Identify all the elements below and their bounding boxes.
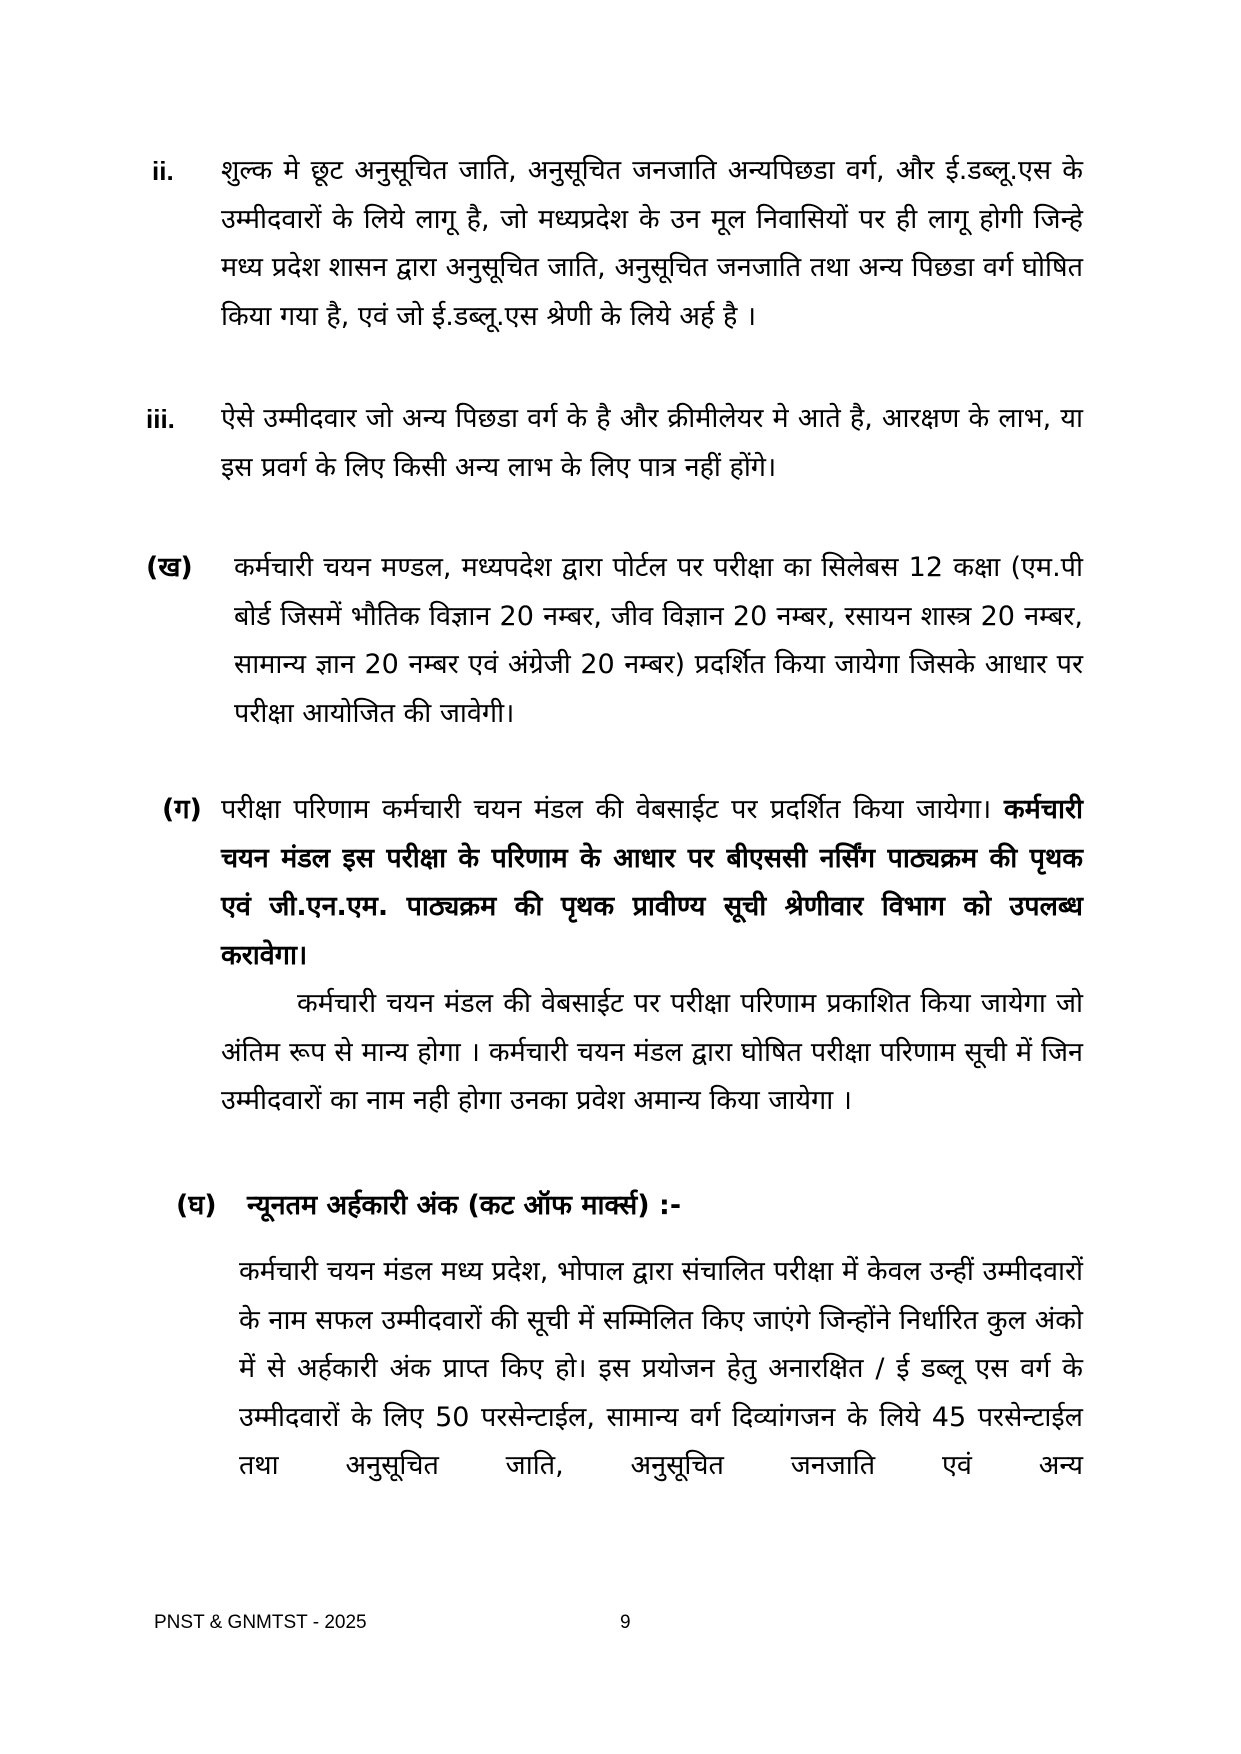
footer-left-text: PNST & GNMTST - 2025 xyxy=(154,1612,367,1633)
item-iii-text xyxy=(221,395,1083,492)
item-marker-gha: (घ) xyxy=(176,1190,217,1221)
item-ga-paragraph2: कर्मचारी चयन मंडल की वेबसाईट पर परीक्षा परिणाम प्रकाशित किया जायेगा जो अंतिम रूप से मान्य होगा । कर्मचारी चयन मंडल द्वारा घोषित परीक्षा परिणाम सूची में जिन उम्मीदवारों का नाम नही होगा उनका प्रवेश अमान्य किया जायेगा । xyxy=(221,988,1083,1116)
item-ga-text xyxy=(221,786,1083,1126)
item-gha-paragraph: कर्मचारी चयन मंडल मध्य प्रदेश, भोपाल द्वारा संचालित परीक्षा में केवल उन्हीं उम्मीदवारों के नाम सफल उम्मीदवारों की सूची में सम्मिलित किए जाएंगे जिन्होंने निर्धारित कुल अंको में से अर्हकारी अंक प्राप्त किए हो। इस प्रयोजन हेतु अनारक्षित / ई डब्लू एस वर्ग के उम्मीदवारों के लिए 50 परसेन्टाईल, सामान्य वर्ग दिव्यांगजन के लिये 45 परसेन्टाईल तथा अनुसूचित जाति, अनुसूचित जनजाति एवं अन्य xyxy=(239,1256,1083,1481)
item-kha-paragraph: कर्मचारी चयन मण्डल, मध्यपदेश द्वारा पोर्टल पर परीक्षा का सिलेबस 12 कक्षा (एम.पी बोर्ड जिसमें भौतिक विज्ञान 20 नम्बर, जीव विज्ञान 20 नम्बर, रसायन शास्त्र 20 नम्बर, सामान्य ज्ञान 20 नम्बर एवं अंग्रेजी 20 नम्बर) प्रदर्शित किया जायेगा जिसके आधार पर परीक्षा आयोजित की जावेगी। xyxy=(234,552,1083,729)
item-ga-paragraph1 xyxy=(221,786,1083,980)
item-marker-ga: (ग) xyxy=(162,794,202,825)
item-ii-paragraph: शुल्क मे छूट अनुसूचित जाति, अनुसूचित जनजाति अन्यपिछडा वर्ग, और ई.डब्लू.एस के उम्मीदवारों के लिये लागू है, जो मध्यप्रदेश के उन मूल निवासियों पर ही लागू होगी जिन्हे मध्य प्रदेश शासन द्वारा अनुसूचित जाति, अनुसूचित जनजाति तथा अन्य पिछडा वर्ग घोषित किया गया है, एवं जो ई.डब्लू.एस श्रेणी के लिये अर्ह है । xyxy=(221,155,1083,332)
item-marker-kha: (ख) xyxy=(146,552,193,583)
item-iii-paragraph: ऐसे उम्मीदवार जो अन्य पिछडा वर्ग के है और क्रीमीलेयर मे आते है, आरक्षण के लाभ, या इस प्रवर्ग के लिए किसी अन्य लाभ के लिए पात्र नहीं होंगे। xyxy=(221,403,1083,483)
item-marker-ii: ii. xyxy=(152,156,174,186)
item-kha-text xyxy=(234,544,1083,738)
item-gha-text xyxy=(239,1248,1083,1491)
item-ga-plain-text: परीक्षा परिणाम कर्मचारी चयन मंडल की वेबसाईट पर प्रदर्शित किया जायेगा। xyxy=(221,794,992,825)
item-ga-bold-text: कर्मचारी चयन मंडल इस परीक्षा के परिणाम के आधार पर बीएससी नर्सिंग पाठ्यक्रम की पृथक एवं जी.एन.एम. पाठ्यक्रम की पृथक प्रावीण्य सूची श्रेणीवार विभाग को उपलब्ध करावेगा। xyxy=(221,794,1083,971)
page-number: 9 xyxy=(620,1612,631,1633)
item-marker-iii: iii. xyxy=(146,404,175,434)
item-gha-heading: न्यूनतम अर्हकारी अंक (कट ऑफ मार्क्स) :- xyxy=(247,1190,682,1221)
item-ii-text xyxy=(221,147,1083,341)
